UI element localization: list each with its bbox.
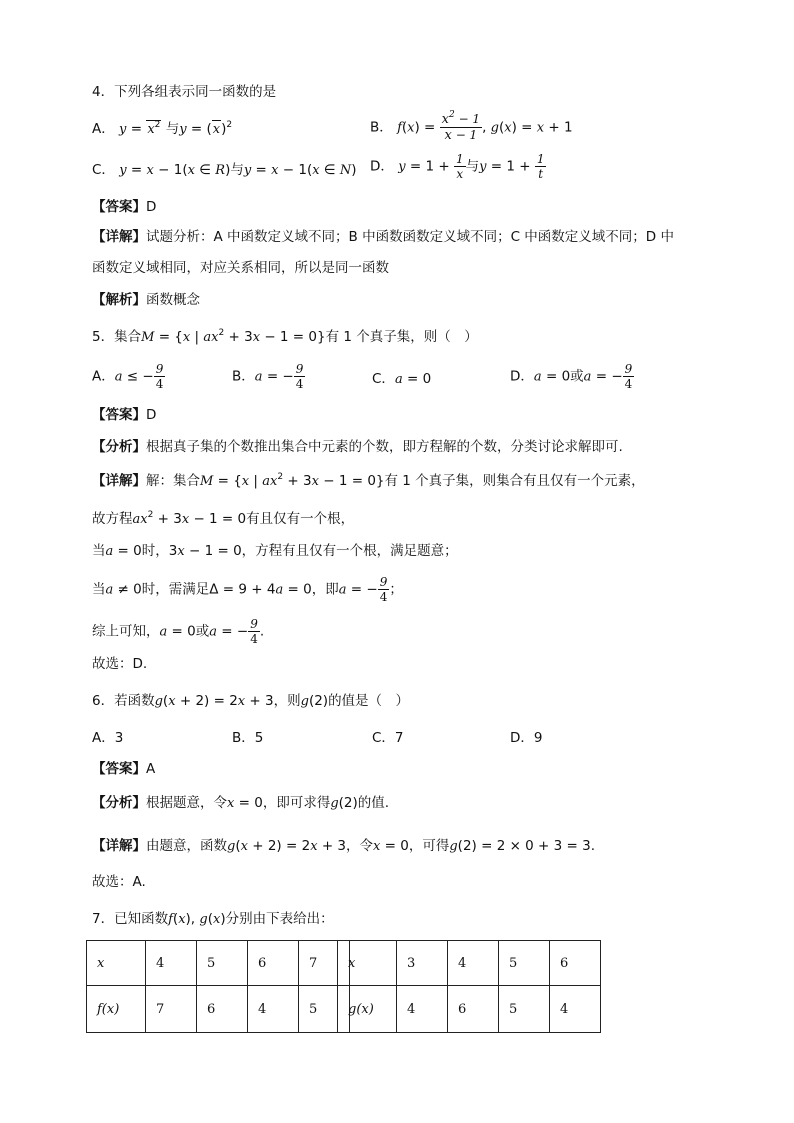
q4-analysis: 【解析】函数概念	[92, 292, 200, 308]
table-f	[86, 940, 350, 1033]
table-cell: 6	[197, 986, 248, 1033]
q5-option-c: C．a = 0	[372, 371, 432, 387]
q5-option-d: D．a = 0或a = − $\frac{9}{4}$	[510, 362, 633, 391]
q4-detail-1: 【详解】试题分析：A 中函数定义域不同；B 中函数函数定义域不同；C 中函数定义域不同；D 中	[92, 229, 674, 245]
q6-choose: 故选：A.	[92, 874, 146, 890]
q4-option-c: C． y = x − 1(x ∈ R)与y = x − 1(x ∈ N)	[92, 162, 357, 178]
q6-option-c: C．7	[372, 730, 404, 746]
q4-answer: 【答案】D	[92, 199, 157, 215]
q4-stem: 4．下列各组表示同一函数的是	[92, 84, 277, 100]
table-cell: 4	[397, 986, 448, 1033]
table-cell: 6	[448, 986, 499, 1033]
table-f-header-row	[87, 941, 350, 986]
table-cell: f(x)	[87, 986, 146, 1033]
table-cell: 4	[448, 941, 499, 986]
q5-answer: 【答案】D	[92, 407, 157, 423]
table-cell: x	[338, 941, 397, 986]
q5-line-4: 当a ≠ 0时，需满足Δ = 9 + 4a = 0，即a = − $\frac{9}{4}$ ；	[92, 575, 403, 604]
q4-option-d: D． y = 1 + $\frac{1}{x}$ 与y = 1 + $\frac{1}{t}$	[370, 152, 545, 181]
table-g	[337, 940, 601, 1033]
q5-line-5: 综上可知，a = 0或a = − $\frac{9}{4}$ .	[92, 617, 265, 646]
table-cell: x	[87, 941, 146, 986]
q6-answer: 【答案】A	[92, 761, 156, 777]
q5-option-a: A．a ≤ − $\frac{9}{4}$	[92, 362, 164, 391]
table-cell: 6	[248, 941, 299, 986]
table-cell: 5	[197, 941, 248, 986]
table-cell: 4	[146, 941, 197, 986]
q5-choose: 故选：D.	[92, 656, 148, 672]
table-cell: 7	[146, 986, 197, 1033]
q5-line-2: 故方程$ax^2 + 3x - 1 = 0$有且仅有一个根，	[92, 510, 355, 527]
q6-option-b: B．5	[232, 730, 264, 746]
table-cell: 5	[299, 986, 350, 1033]
q5-line-3: 当a = 0时，3x − 1 = 0，方程有且仅有一个根，满足题意；	[92, 543, 458, 559]
table-g-header-row	[338, 941, 601, 986]
table-cell: 5	[499, 986, 550, 1033]
table-cell: 3	[397, 941, 448, 986]
q5-stem: 5．集合M = {x | $ax^2 + 3x - 1 = 0$}有 1 个真子集，则（ ）	[92, 328, 478, 345]
q5-option-b: B．a = − $\frac{9}{4}$	[232, 362, 304, 391]
table-cell: 4	[248, 986, 299, 1033]
q7-stem: 7．已知函数f(x), g(x)分别由下表给出：	[92, 911, 334, 927]
table-cell: g(x)	[338, 986, 397, 1033]
q4-detail-2: 函数定义域相同，对应关系相同，所以是同一函数	[92, 260, 389, 276]
q5-detail: 【详解】解：集合M = {x | $ax^2 + 3x - 1 = 0$}有 1 个真子集，则集合有且仅有一个元素，	[92, 472, 645, 489]
table-f-value-row	[87, 986, 350, 1033]
q6-detail: 【详解】由题意，函数g(x + 2) = 2x + 3，令x = 0，可得g(2) = 2 × 0 + 3 = 3.	[92, 838, 596, 854]
q6-fenxi: 【分析】根据题意，令x = 0，即可求得g(2)的值.	[92, 795, 390, 811]
table-g-value-row	[338, 986, 601, 1033]
table-cell: 7	[299, 941, 350, 986]
q4-option-a: A． $y = x^2$ 与$y = (x)^2$	[92, 120, 233, 137]
q5-fenxi: 【分析】根据真子集的个数推出集合中元素的个数，即方程解的个数，分类讨论求解即可.	[92, 439, 623, 455]
q6-stem: 6．若函数g(x + 2) = 2x + 3，则g(2)的值是（ ）	[92, 693, 410, 709]
table-cell: 4	[550, 986, 601, 1033]
q6-option-d: D．9	[510, 730, 543, 746]
table-cell: 5	[499, 941, 550, 986]
table-cell: 6	[550, 941, 601, 986]
q6-option-a: A．3	[92, 730, 124, 746]
q4-option-b: B． f(x) = $\frac{x^2 - 1}{x - 1}$ , g(x) = x + 1	[370, 110, 573, 143]
